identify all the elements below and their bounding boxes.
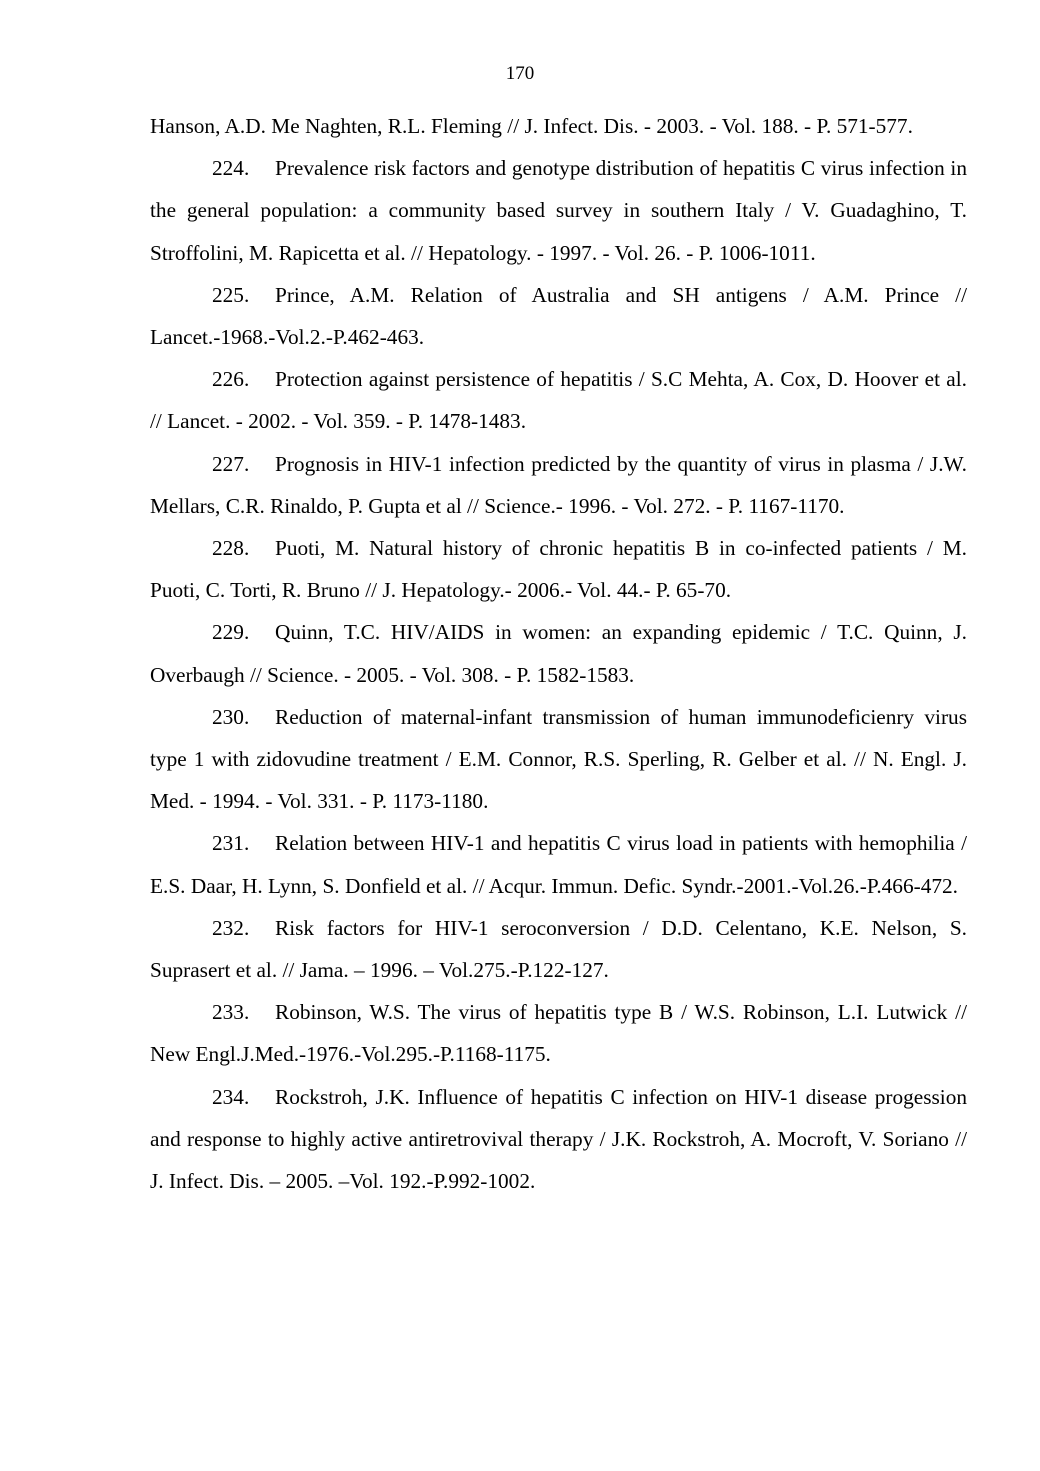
reference-item-233: [150, 991, 967, 1075]
reference-text: Risk factors for HIV-1 seroconversion / D.D. Celentano, K.E. Nelson, S. Suprasert et al. // Jama. – 1996. – Vol.275.-P.122-127.: [150, 915, 967, 983]
reference-text: Protection against persistence of hepatitis / S.C Mehta, A. Cox, D. Hoover et al. // Lancet. - 2002. - Vol. 359. - P. 1478-1483.: [150, 367, 967, 434]
reference-number: 230.: [212, 704, 250, 729]
reference-text: Puoti, M. Natural history of chronic hepatitis B in co-infected patients / M. Puoti, C. Torti, R. Bruno // J. Hepatology.- 2006.- Vol. 44.- P. 65-70.: [150, 536, 967, 603]
reference-number: 228.: [212, 536, 250, 561]
reference-number: 231.: [212, 831, 250, 856]
reference-item-230: [150, 696, 967, 823]
reference-text: Prognosis in HIV-1 infection predicted by the quantity of virus in plasma / J.W. Mellars, C.R. Rinaldo, P. Gupta et al // Science.- 1996. - Vol. 272. - P. 1167-1170.: [150, 451, 967, 518]
reference-number: 232.: [212, 915, 250, 940]
reference-text: Relation between HIV-1 and hepatitis C virus load in patients with hemophilia / E.S. Daar, H. Lynn, S. Donfield et al. // Acqur. Immun. Defic. Syndr.-2001.-Vol.26.-P.466-472.: [150, 831, 967, 898]
reference-text: Reduction of maternal-infant transmission of human immunodeficienry virus type 1 with zidovudine treatment / E.M. Connor, R.S. Sperling, R. Gelber et al. // N. Engl. J. Med. - 1994. - Vol. 331. - P. 1173-1180.: [150, 704, 967, 814]
reference-number: 225.: [212, 282, 250, 307]
reference-number: 227.: [212, 451, 250, 476]
reference-item-224: [150, 147, 967, 274]
reference-number: 233.: [212, 1000, 250, 1025]
reference-item-227: [150, 443, 967, 527]
page-number: 170: [505, 63, 535, 84]
reference-item-228: [150, 527, 967, 611]
reference-text: Prince, A.M. Relation of Australia and SH antigens / A.M. Prince // Lancet.-1968.-Vol.2.-P.462-463.: [150, 282, 967, 350]
reference-number: 226.: [212, 367, 250, 392]
reference-text: Robinson, W.S. The virus of hepatitis type B / W.S. Robinson, L.I. Lutwick // New Engl.J.Med.-1976.-Vol.295.-P.1168-1175.: [150, 1000, 967, 1067]
reference-text: Prevalence risk factors and genotype distribution of hepatitis C virus infection in the general population: a community based survey in southern Italy / V. Guadaghino, T. Stroffolini, M. Rapicetta et al. // Hepatology. - 1997. - Vol. 26. - P. 1006-1011.: [150, 156, 967, 265]
reference-list: [150, 105, 967, 1202]
reference-item-232: [150, 907, 967, 991]
reference-item-226: [150, 358, 967, 442]
reference-text: Rockstroh, J.K. Influence of hepatitis C infection on HIV-1 disease progession and response to highly active antiretrovival therapy / J.K. Rockstroh, A. Mocroft, V. Soriano // J. Infect. Dis. – 2005. –Vol. 192.-P.992-1002.: [150, 1084, 967, 1194]
reference-item-229: [150, 611, 967, 695]
reference-number: 224.: [212, 156, 250, 181]
reference-number: 229.: [212, 620, 250, 645]
reference-item-225: [150, 274, 967, 358]
reference-continued-text: Hanson, A.D. Me Naghten, R.L. Fleming // J. Infect. Dis. - 2003. - Vol. 188. - P. 571-577.: [150, 114, 913, 138]
reference-number: 234.: [212, 1084, 250, 1109]
reference-text: Quinn, T.C. HIV/AIDS in women: an expanding epidemic / T.C. Quinn, J. Overbaugh // Science. - 2005. - Vol. 308. - P. 1582-1583.: [150, 620, 967, 687]
reference-item-234: [150, 1076, 967, 1203]
reference-item-231: [150, 822, 967, 906]
